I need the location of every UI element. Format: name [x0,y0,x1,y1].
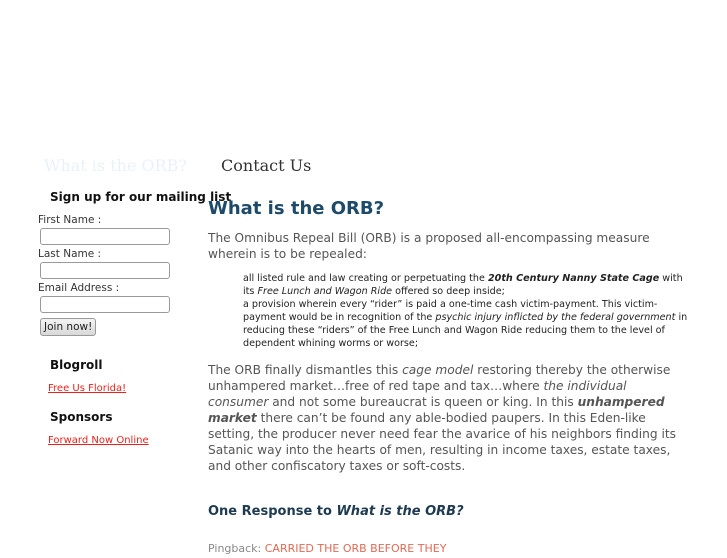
mailing-list-title: Sign up for our mailing list [50,190,232,204]
main-nav [44,156,311,175]
first-name-label: First Name : [38,214,102,226]
mailing-list-form [38,214,208,336]
pingback-link[interactable]: CARRIED THE ORB BEFORE THEY [264,541,447,555]
blogroll-title: Blogroll [50,358,103,372]
body-paragraph: The ORB finally dismantles this cage model restoring thereby the otherwise unhampered market…free of red tape and tax…where the individual consumer and not some bureaucrat is queen or king. In this unhampered market there can’t be found any able-bodied paupers. In this Eden-like setting, the producer never need fear the avarice of his neighbors finding its Satanic way into the hearts of men, resulting in income taxes, estate taxes, and other confiscatory taxes or soft-costs. [208,362,676,473]
sponsors-title: Sponsors [50,410,113,424]
responses-heading: One Response to What is the ORB? [208,503,464,519]
intro-paragraph: The Omnibus Repeal Bill (ORB) is a proposed all-encompassing measure wherein is to be repealed: [208,231,650,261]
quote-item-1: all listed rule and law creating or perpetuating the 20th Century Nanny State Cage with its Free Lunch and Wagon Ride offered so deep inside; [243,273,683,298]
last-name-field[interactable] [40,262,170,279]
sponsor-link-forward-now-online[interactable]: Forward Now Online [48,435,149,446]
first-name-field[interactable] [40,228,170,245]
last-name-label: Last Name : [38,248,102,260]
email-label: Email Address : [38,282,120,294]
article [208,198,690,555]
repeal-list-quote [243,272,690,351]
sidebar [38,190,232,446]
page-title: What is the ORB? [208,198,385,219]
pingback-comment: Pingback: CARRIED THE ORB BEFORE THEY [208,541,447,555]
email-field[interactable] [40,296,170,313]
blogroll-link-free-us-florida[interactable]: Free Us Florida! [48,383,127,394]
quote-item-2: a provision wherein every “rider” is paid a one-time cash victim-payment. This victim-payment would be in recognition of the psychic injury inflicted by the federal government in reducing these “riders” of the Free Lunch and Wagon Ride reducing them to the level of dependent whining worms or worse; [243,299,688,350]
join-now-button[interactable]: Join now! [40,318,96,336]
nav-item-contact-us[interactable]: Contact Us [221,156,312,175]
nav-item-what-is-the-orb[interactable]: What is the ORB? [44,156,188,175]
